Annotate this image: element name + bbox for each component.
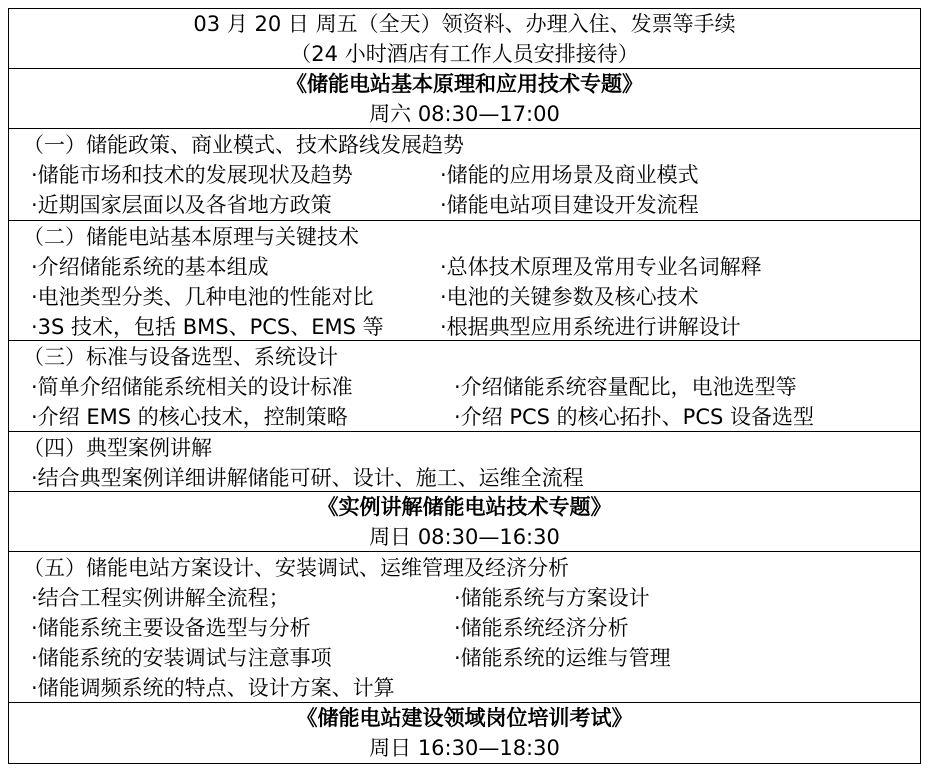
list-item: ·近期国家层面以及各省地方政策 bbox=[31, 193, 332, 217]
arrival-note: （24 小时酒店有工作人员安排接待） bbox=[290, 42, 639, 66]
list-item: ·电池的关键参数及核心技术 bbox=[440, 285, 699, 309]
item-pair bbox=[23, 190, 920, 220]
session-time: 周日 08:30—16:30 bbox=[369, 525, 560, 549]
session-time: 周六 08:30—17:00 bbox=[369, 102, 560, 126]
list-item: ·介绍 PCS 的核心拓扑、PCS 设备选型 bbox=[454, 405, 815, 429]
session-title: 《储能电站建设领域岗位培训考试》 bbox=[296, 706, 633, 730]
session-time: 周日 16:30—18:30 bbox=[369, 736, 560, 760]
list-item: ·储能调频系统的特点、设计方案、计算 bbox=[31, 676, 395, 700]
section-3 bbox=[9, 341, 920, 432]
item-pair bbox=[23, 160, 920, 190]
item-pair bbox=[23, 372, 920, 402]
item-pair bbox=[23, 282, 920, 312]
list-item: ·电池类型分类、几种电池的性能对比 bbox=[31, 285, 374, 309]
list-item: ·储能系统经济分析 bbox=[454, 616, 629, 640]
list-item: ·介绍储能系统容量配比，电池选型等 bbox=[454, 375, 797, 399]
list-item: ·3S 技术，包括 BMS、PCS、EMS 等 bbox=[31, 315, 384, 339]
session-title: 《储能电站基本原理和应用技术专题》 bbox=[286, 72, 643, 96]
list-item: ·储能电站项目建设开发流程 bbox=[440, 193, 699, 217]
section-heading: （三）标准与设备选型、系统设计 bbox=[23, 345, 338, 369]
list-item: ·储能的应用场景及商业模式 bbox=[440, 163, 699, 187]
list-item: ·根据典型应用系统进行讲解设计 bbox=[440, 315, 741, 339]
list-item: ·结合典型案例详细讲解储能可研、设计、施工、运维全流程 bbox=[31, 466, 584, 490]
list-item: ·简单介绍储能系统相关的设计标准 bbox=[31, 375, 353, 399]
list-item: ·储能系统主要设备选型与分析 bbox=[31, 616, 311, 640]
list-item: ·储能市场和技术的发展现状及趋势 bbox=[31, 163, 353, 187]
item-pair bbox=[23, 583, 920, 613]
session-title: 《实例讲解储能电站技术专题》 bbox=[317, 495, 612, 519]
session-header-2 bbox=[9, 492, 920, 552]
section-heading: （二）储能电站基本原理与关键技术 bbox=[23, 225, 359, 249]
section-2 bbox=[9, 221, 920, 341]
session-header-3 bbox=[9, 703, 920, 763]
item-pair bbox=[23, 252, 920, 282]
item-pair bbox=[23, 402, 920, 432]
list-item: ·总体技术原理及常用专业名词解释 bbox=[440, 255, 762, 279]
section-heading: （一）储能政策、商业模式、技术路线发展趋势 bbox=[23, 133, 464, 157]
list-item: ·介绍储能系统的基本组成 bbox=[31, 255, 269, 279]
list-item: ·储能系统与方案设计 bbox=[454, 586, 650, 610]
section-4 bbox=[9, 432, 920, 492]
section-heading: （四）典型案例讲解 bbox=[23, 436, 212, 460]
schedule-table bbox=[8, 8, 921, 764]
session-header-1 bbox=[9, 69, 920, 129]
section-heading: （五）储能电站方案设计、安装调试、运维管理及经济分析 bbox=[23, 556, 569, 580]
arrival-row bbox=[9, 9, 920, 69]
section-1 bbox=[9, 129, 920, 221]
section-5 bbox=[9, 552, 920, 703]
list-item: ·储能系统的安装调试与注意事项 bbox=[31, 646, 332, 670]
list-item: ·结合工程实例讲解全流程； bbox=[31, 586, 290, 610]
item-pair bbox=[23, 312, 920, 342]
list-item: ·介绍 EMS 的核心技术，控制策略 bbox=[31, 405, 348, 429]
list-item: ·储能系统的运维与管理 bbox=[454, 646, 671, 670]
arrival-line: 03 月 20 日 周五（全天）领资料、办理入住、发票等手续 bbox=[193, 12, 736, 36]
item-pair bbox=[23, 613, 920, 643]
item-pair bbox=[23, 643, 920, 673]
